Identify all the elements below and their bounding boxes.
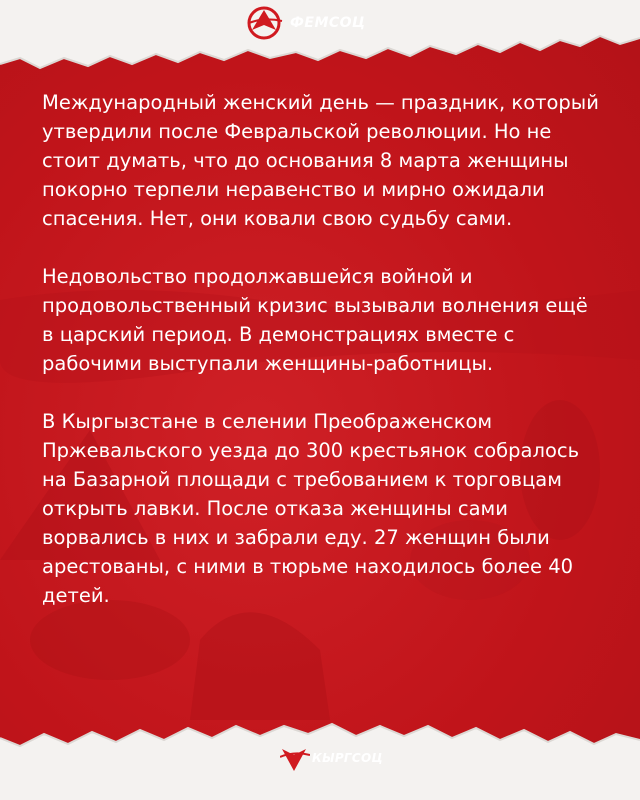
kyrgsoc-logo <box>280 738 383 778</box>
femsoc-emblem-icon <box>246 6 286 40</box>
paragraph-1: Международный женский день — праздник, который утвердили после Февральской революции. Но не стоит думать, что до основания 8 марта женщины покорно терпели неравенство и мирно ожидали спасения. Нет, они ковали свою судьбу сами. <box>42 91 599 230</box>
femsoc-logo <box>246 6 366 40</box>
kyrgsoc-emblem-icon <box>280 741 310 775</box>
article-body <box>42 88 602 639</box>
paragraph-3: В Кыргызстане в селении Преображенском Пржевальского уезда до 300 крестьянок собралось на Базарной площади с требованием к торговцам открыть лавки. После отказа женщины сами ворвались в них и забрали еду. 27 женщин были арестованы, с ними в тюрьме находилось более 40 детей. <box>42 410 580 607</box>
kyrgsoc-logo-text: КЫРГСОЦ <box>312 751 383 765</box>
paragraph-2: Недовольство продолжавшейся войной и продовольственный кризис вызывали волнения ещё в царский период. В демонстрациях вместе с рабочими выступали женщины-работницы. <box>42 265 588 375</box>
femsoc-logo-text: ФЕМСОЦ <box>290 15 366 31</box>
